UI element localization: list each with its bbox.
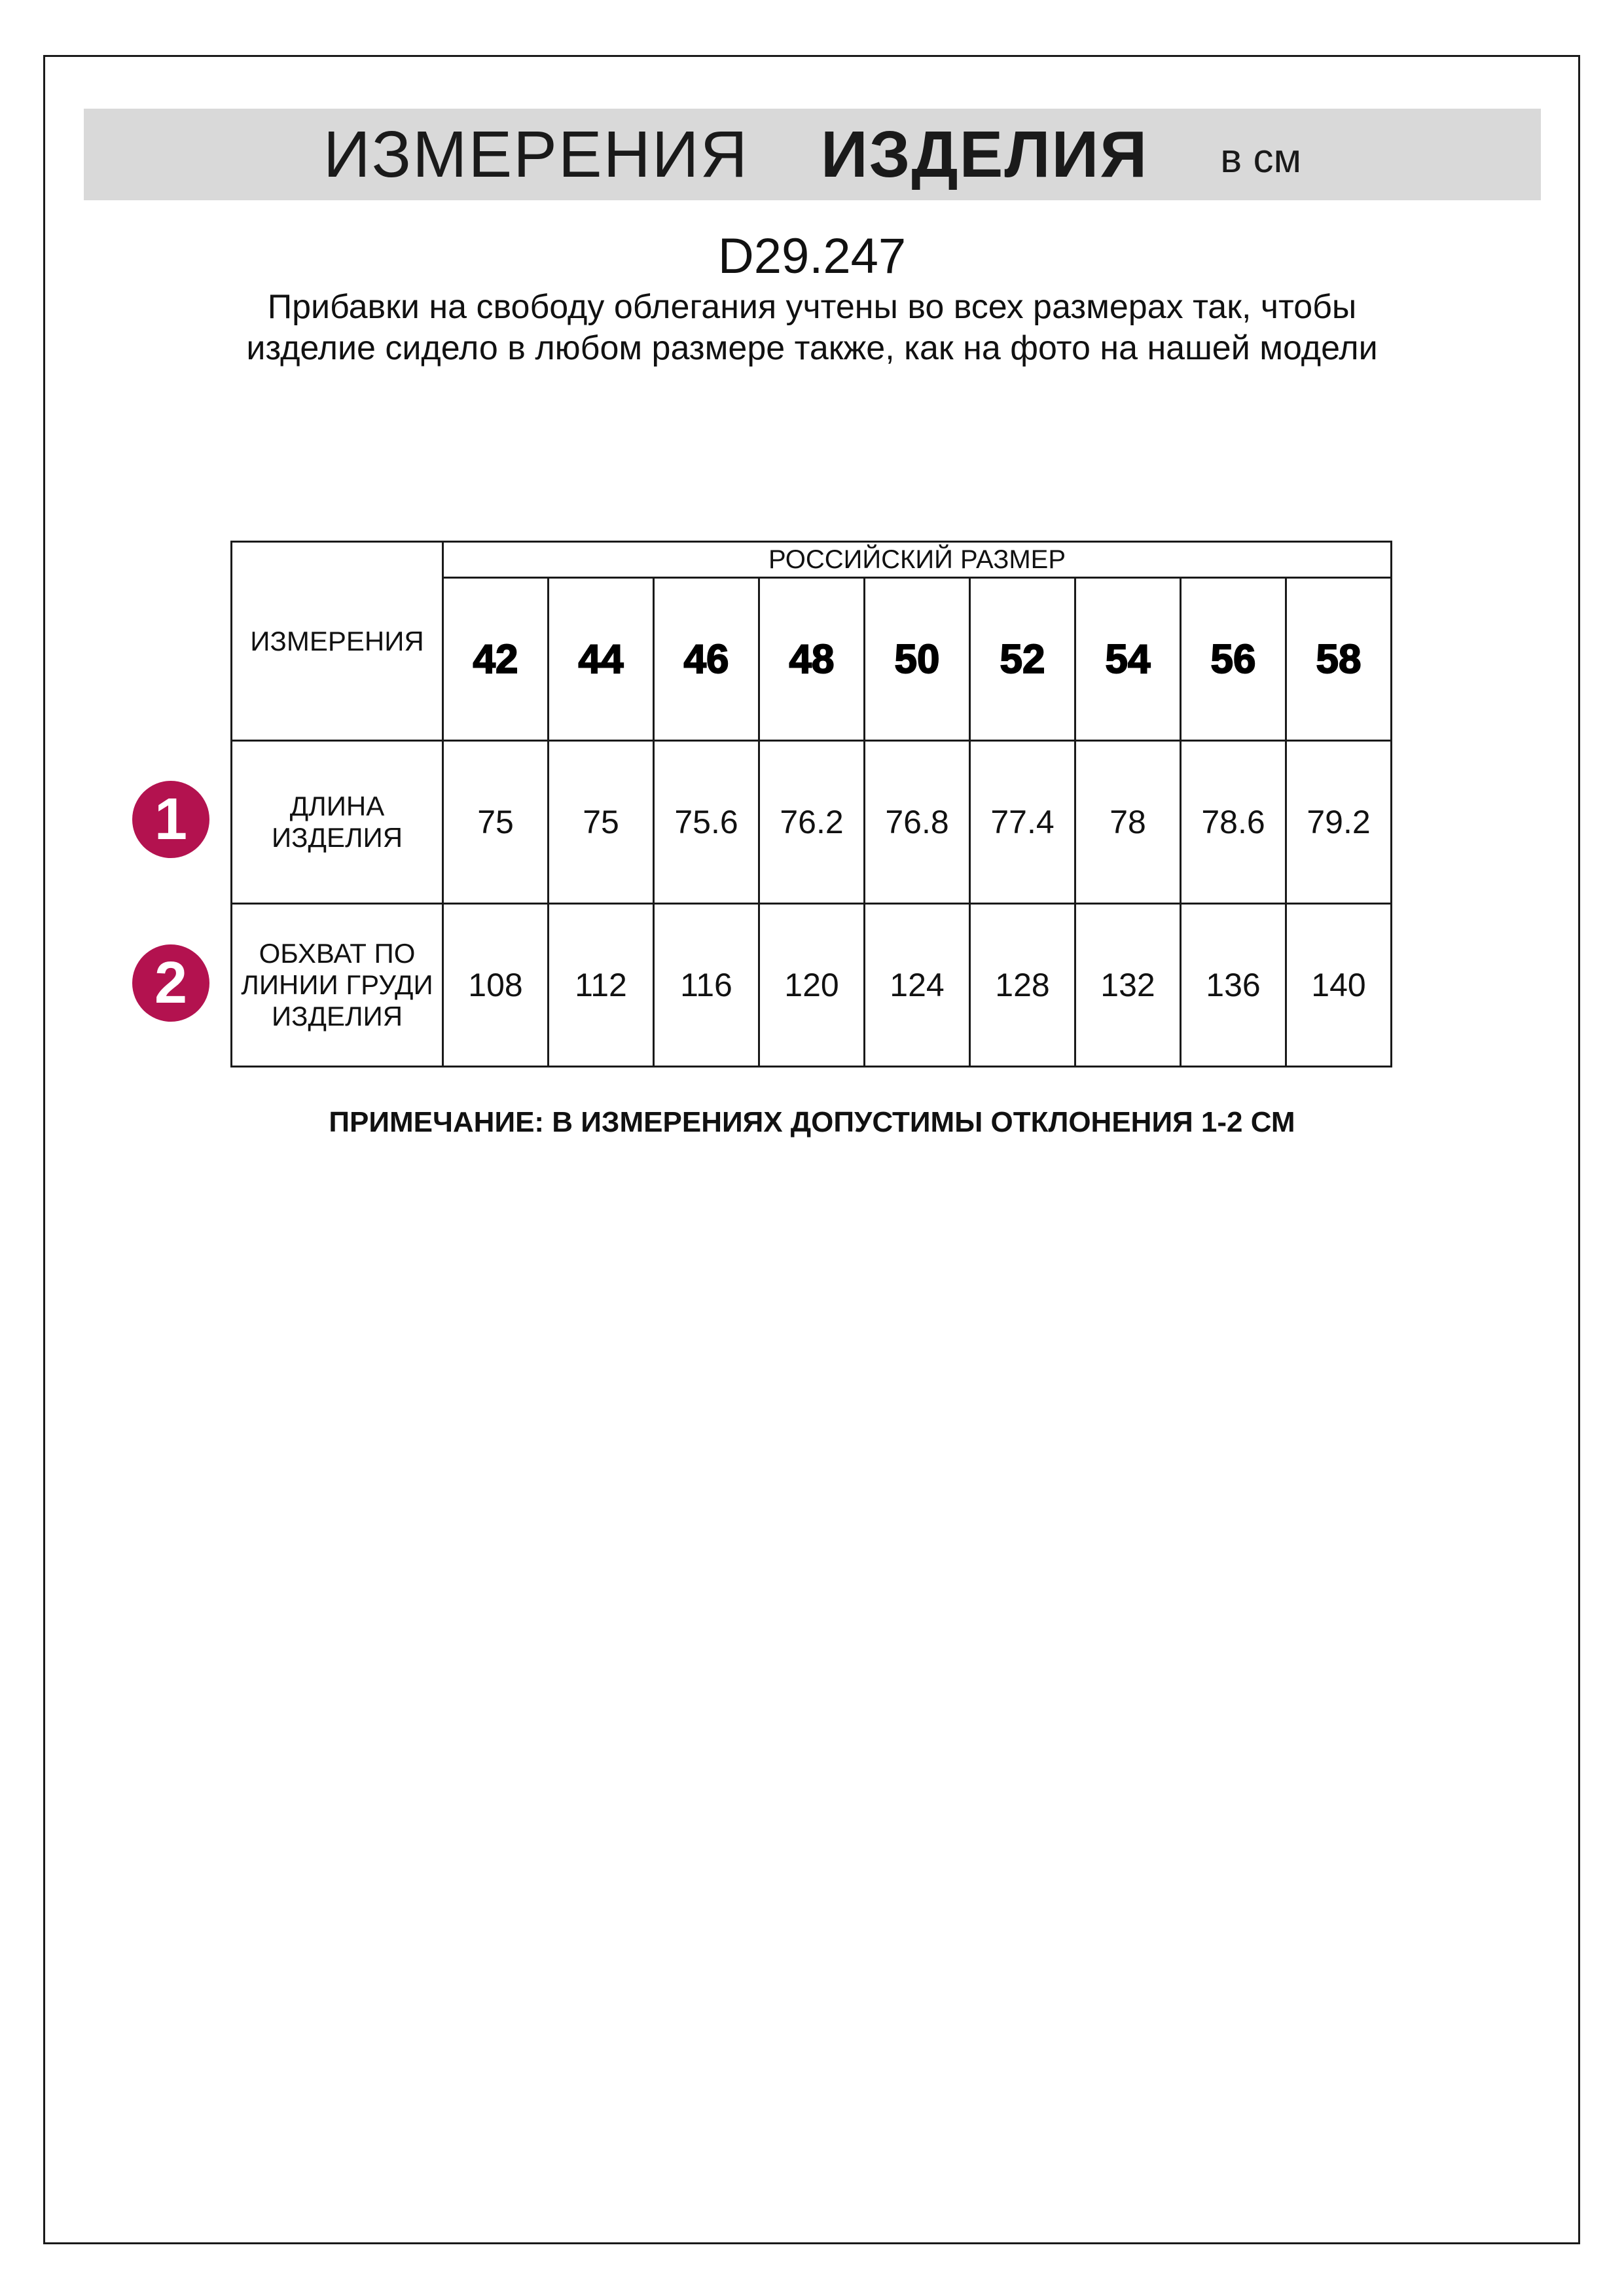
row-label-length: ДЛИНА ИЗДЕЛИЯ [232, 741, 443, 904]
product-code: D29.247 [717, 228, 907, 284]
page-frame [43, 55, 1580, 2244]
value-cell: 124 [865, 904, 970, 1067]
size-header-cell: 42 [443, 578, 549, 741]
fit-note: Прибавки на свободу облегания учтены во всех размерах так, чтобы изделие сидело в любом размере также, как на фото на нашей модели [246, 288, 1378, 367]
table-header-row [232, 542, 1392, 578]
value-cell: 78.6 [1181, 741, 1286, 904]
value-cell: 79.2 [1286, 741, 1392, 904]
size-header-cell: 58 [1286, 578, 1392, 741]
value-cell: 75 [443, 741, 549, 904]
value-cell: 132 [1075, 904, 1181, 1067]
value-cell: 76.8 [865, 741, 970, 904]
value-cell: 120 [759, 904, 865, 1067]
table-row-chest [232, 904, 1392, 1067]
size-header-cell: 52 [970, 578, 1075, 741]
page-title [84, 109, 1541, 200]
size-header-cell: 54 [1075, 578, 1181, 741]
value-cell: 75.6 [654, 741, 759, 904]
title-banner [84, 109, 1541, 200]
row-label-chest: ОБХВАТ ПО ЛИНИИ ГРУДИ ИЗДЕЛИЯ [232, 904, 443, 1067]
size-header-cell: 50 [865, 578, 970, 741]
size-header-cell: 46 [654, 578, 759, 741]
value-cell: 128 [970, 904, 1075, 1067]
number-badge-2: 2 [132, 944, 209, 1022]
value-cell: 140 [1286, 904, 1392, 1067]
size-header-cell: 48 [759, 578, 865, 741]
value-cell: 108 [443, 904, 549, 1067]
number-badge-1: 1 [132, 781, 209, 858]
value-cell: 112 [549, 904, 654, 1067]
size-header-cell: 44 [549, 578, 654, 741]
deviation-note: ПРИМЕЧАНИЕ: В ИЗМЕРЕНИЯХ ДОПУСТИМЫ ОТКЛОНЕНИЯ 1-2 СМ [329, 1106, 1295, 1138]
table-row-length [232, 741, 1392, 904]
value-cell: 136 [1181, 904, 1286, 1067]
size-header-cell: 56 [1181, 578, 1286, 741]
measurements-header: ИЗМЕРЕНИЯ [232, 542, 443, 741]
title-word-measurements: ИЗМЕРЕНИЯ [323, 117, 749, 191]
value-cell: 116 [654, 904, 759, 1067]
title-word-item: ИЗДЕЛИЯ [820, 117, 1149, 191]
title-unit: в см [1220, 135, 1302, 181]
size-table [230, 541, 1392, 1067]
value-cell: 76.2 [759, 741, 865, 904]
value-cell: 75 [549, 741, 654, 904]
value-cell: 78 [1075, 741, 1181, 904]
value-cell: 77.4 [970, 741, 1075, 904]
size-group-header: РОССИЙСКИЙ РАЗМЕР [443, 542, 1392, 578]
